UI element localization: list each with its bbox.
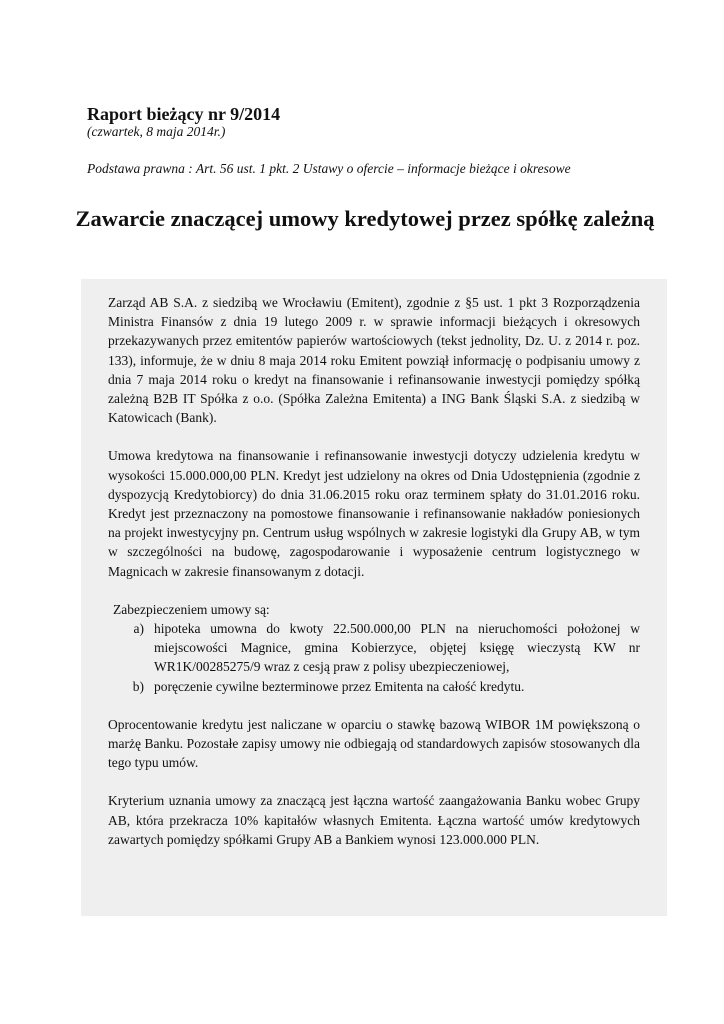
- report-body: [81, 279, 667, 916]
- legal-basis: Podstawa prawna : Art. 56 ust. 1 pkt. 2 Ustawy o ofercie – informacje bieżące i okresowe: [87, 161, 571, 176]
- list-item: [108, 677, 640, 696]
- paragraph-announcement: Zarząd AB S.A. z siedzibą we Wrocławiu (Emitent), zgodnie z §5 ust. 1 pkt 3 Rozporządzenia Ministra Finansów z dnia 19 lutego 2009 r. w sprawie informacji bieżących i okresowych przekazywanych przez emitentów papierów wartościowych (tekst jednolity, Dz. U. z 2014 r. poz. 133), informuje, że w dniu 8 maja 2014 roku Emitent powziął informację o podpisaniu umowy z dnia 7 maja 2014 roku o kredyt na finansowanie i refinansowanie inwestycji pomiędzy spółką zależną B2B IT Spółka z o.o. (Spółka Zależna Emitenta) a ING Bank Śląski S.A. z siedzibą w Katowicach (Bank).: [108, 295, 640, 426]
- main-title: Zawarcie znaczącej umowy kredytowej przez spółkę zależną: [75, 206, 655, 231]
- paragraph-interest: Oprocentowanie kredytu jest naliczane w oparciu o stawkę bazową WIBOR 1M powiększoną o marżę Banku. Pozostałe zapisy umowy nie odbiegają od standardowych zapisów stosowanych dla tego typu umów.: [108, 716, 640, 771]
- list-item-text: hipoteka umowna do kwoty 22.500.000,00 PLN na nieruchomości położonej w miejscowości Magnice, gmina Kobierzyce, objętej księgę wieczystą KW nr WR1K/00285275/9 wraz z cesją praw z polisy ubezpieczeniowej,: [154, 621, 640, 675]
- list-marker: b): [132, 678, 144, 694]
- paragraph-significance: Kryterium uznania umowy za znaczącą jest łączna wartość zaangażowania Banku wobec Grupy AB, która przekracza 10% kapitałów własnych Emitenta. Łączna wartość umów kredytowych zawartych pomiędzy spółkami Grupy AB a Bankiem wynosi 123.000.000 PLN.: [108, 793, 640, 847]
- report-date: (czwartek, 8 maja 2014r.): [87, 124, 226, 139]
- list-marker: a): [133, 621, 144, 637]
- list-item: [108, 619, 640, 677]
- report-title: Raport bieżący nr 9/2014: [87, 104, 281, 124]
- collateral-intro: Zabezpieczeniem umowy są:: [113, 601, 270, 617]
- collateral-list: [108, 619, 640, 696]
- list-item-text: poręczenie cywilne bezterminowe przez Emitenta na całość kredytu.: [154, 678, 525, 694]
- paragraph-credit-terms: Umowa kredytowa na finansowanie i refinansowanie inwestycji dotyczy udzielenia kredytu w wysokości 15.000.000,00 PLN. Kredyt jest udzielony na okres od Dnia Udostępnienia (zgodnie z dyspozycją Kredytobiorcy) do dnia 31.06.2015 roku oraz terminem spłaty do 31.01.2016 roku. Kredyt jest przeznaczony na pomostowe finansowanie i refinansowanie nakładów poniesionych na projekt inwestycyjny pn. Centrum usług wspólnych w zakresie logistyki dla Grupy AB, w tym w szczególności na budowę, zagospodarowanie i wyposażenie centrum logistycznego w Magnicach w zakresie finansowanym z dotacji.: [108, 448, 640, 579]
- report-header: [87, 104, 647, 140]
